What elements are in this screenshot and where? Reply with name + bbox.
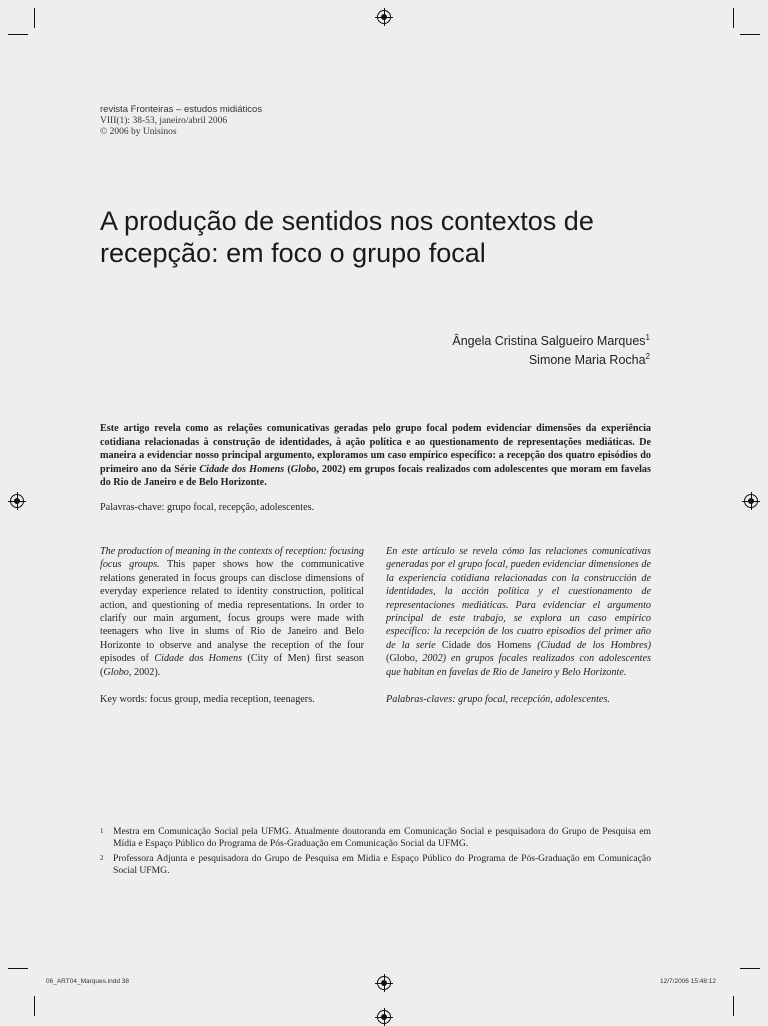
abstract-portuguese: Este artigo revela como as relações comunicativas geradas pelo grupo focal podem evidenciar dimensões da experiência cotidiana relacionadas à construção de identidades, à ação política e ao questionamento de representações mediáticas. De maneira a evidenciar nosso principal argumento, exploramos um caso empírico específico: a recepção dos quatro episódios do primeiro ano da Série Cidade dos Homens (Globo, 2002) em grupos focais realizados com adolescentes que moram em favelas do Rio de Janeiro e de Belo Horizonte. xyxy=(100,423,651,489)
series-title: Cidade dos Homens xyxy=(441,639,532,651)
authors xyxy=(452,330,650,368)
footnote-ref: 1 xyxy=(645,333,650,342)
footnote xyxy=(100,826,651,851)
crop-mark xyxy=(733,996,734,1016)
registration-mark-icon xyxy=(377,1010,391,1024)
crop-mark xyxy=(34,996,35,1016)
copyright: © 2006 by Unisinos xyxy=(100,127,177,137)
footnote-number: 2 xyxy=(100,853,104,862)
network-name: Globo xyxy=(290,463,317,475)
registration-mark-icon xyxy=(10,494,24,508)
footnotes xyxy=(100,826,651,880)
slug-filename: 06_ART04_Marques.indd 38 xyxy=(46,978,129,985)
series-title: Cidade dos Homens xyxy=(154,653,243,665)
footnote xyxy=(100,853,651,878)
crop-mark xyxy=(8,34,28,35)
author: Ângela Cristina Salgueiro Marques$^1$ xyxy=(452,333,650,348)
journal-name: revista Fronteiras – estudos midiáticos xyxy=(100,104,263,115)
crop-mark xyxy=(733,8,734,28)
slug-datetime: 12/7/2006 15:48:12 xyxy=(660,978,717,985)
footnote-ref: 2 xyxy=(645,352,650,361)
keywords-english: Key words: focus group, media reception, teenagers. xyxy=(100,694,315,706)
registration-mark-icon xyxy=(377,10,391,24)
network-name: (Globo, xyxy=(386,653,423,665)
abstract-spanish: En este artículo se revela cómo las relaciones comunicativas generadas por el grupo focal, pueden evidenciar dimensiones de la experiencia cotidiana relacionadas con la construcción de identidades, la acción política y el cuestionamento de representaciones mediáticas. Para evidenciar el argumento principal de este trabajo, se explora un caso empírico específico: la recepción de los cuatro episodios del primer año de la serie Cidade dos Homens (Ciudad de los Hombres) (Globo, 2002) en grupos focales realizados con adolescentes que habitan en favelas de Rio de Janeiro y Belo Horizonte. Palabras-claves: grupo focal, recepción, adolescentes. xyxy=(386,546,652,706)
crop-mark xyxy=(34,8,35,28)
english-title: The production of meaning in the contexts of reception: focusing focus groups. xyxy=(100,546,364,571)
issue-info: VIII(1): 38-53, janeiro/abril 2006 xyxy=(100,115,228,126)
crop-mark xyxy=(740,34,760,35)
footnote-text: Professora Adjunta e pesquisadora do Grupo de Pesquisa em Mídia e Espaço Público do Programa de Pós-Graduação em Comunicação Social UFMG. xyxy=(113,852,651,877)
crop-mark xyxy=(8,968,28,969)
footnote-number: 1 xyxy=(100,827,104,835)
keywords-spanish: Palabras-claves: grupo focal, recepción, adolescentes. xyxy=(386,694,610,706)
network-name: Globo xyxy=(103,666,129,678)
registration-mark-icon xyxy=(377,976,391,990)
registration-mark-icon xyxy=(744,494,758,508)
series-title: Cidade dos Homens xyxy=(199,463,285,475)
abstract-english: The production of meaning in the contexts of reception: focusing focus groups. This paper shows how the communicative relations generated in focus groups can disclose dimensions of everyday experience related to identity construction, political action, and questioning of media representations. In order to clarify our main argument, focus groups were made with teenagers who live in slums of Rio de Janeiro and Belo Horizonte to observe and analyse the reception of the four episodes of Cidade dos Homens (City of Men) first season (Globo, 2002). Key words: focus group, media reception, teenagers. xyxy=(100,546,364,706)
keywords-portuguese: Palavras-chave: grupo focal, recepção, adolescentes. xyxy=(100,502,315,513)
footnote-text: Mestra em Comunicação Social pela UFMG. Atualmente doutoranda em Comunicação Social e pesquisadora do Grupo de Pesquisa em Mídia e Espaço Público do Programa de Pós-Graduação em Comunicação Social da UFMG. xyxy=(113,826,651,850)
crop-mark xyxy=(740,968,760,969)
author: Simone Maria Rocha$^2$ xyxy=(528,352,650,367)
article-title: A produção de sentidos nos contextos de recepção: em foco o grupo focal xyxy=(100,206,594,268)
journal-header xyxy=(100,104,262,139)
